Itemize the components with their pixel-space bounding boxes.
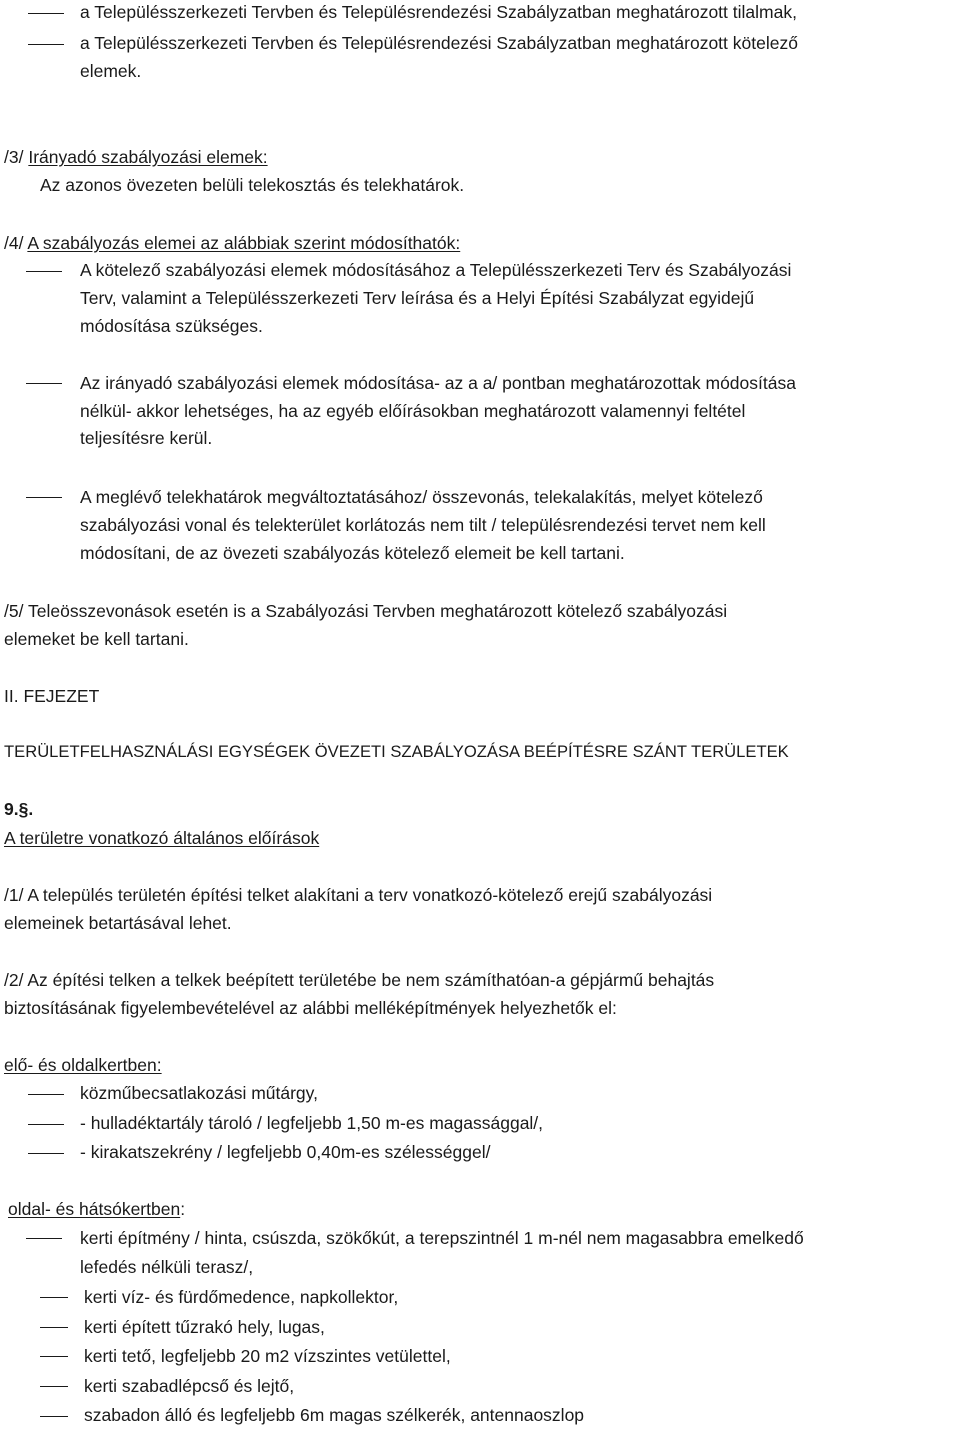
list-dash (40, 1297, 68, 1298)
list-item-continuation: lefedés nélküli terasz/, (80, 1257, 254, 1277)
list-dash (26, 1238, 62, 1239)
list-item-continuation: nélkül- akkor lehetséges, ha az egyéb előírásokban meghatározott valamennyi feltétel (80, 401, 746, 421)
section-3-heading (4, 145, 268, 169)
list-dash (28, 1124, 64, 1125)
list-item-continuation: Terv, valamint a Településszerkezeti Terv leírása és a Helyi Építési Szabályzat egyidejű (80, 288, 755, 308)
list-item: kerti víz- és fürdőmedence, napkollektor, (84, 1287, 399, 1307)
list-item-continuation: módosítása szükséges. (80, 316, 263, 336)
list-dash (26, 497, 62, 498)
back-garden-heading-text: oldal- és hátsókertben (8, 1199, 181, 1219)
list-dash (40, 1416, 68, 1417)
section-heading-text: Irányadó szabályozási elemek: (28, 147, 268, 167)
list-dash (28, 1153, 64, 1154)
section-5-text: elemeket be kell tartani. (4, 629, 189, 649)
list-dash (26, 271, 62, 272)
section-5-text: /5/ Teleösszevonások esetén is a Szabályozási Tervben meghatározott kötelező szabályozási (4, 601, 728, 621)
list-dash (28, 44, 64, 45)
list-item: kerti építmény / hinta, csúszda, szökőkút, a terepszintnél 1 m-nél nem magasabbra emelkedő (80, 1228, 804, 1248)
list-dash (40, 1327, 68, 1328)
list-item: közműbecsatlakozási műtárgy, (80, 1083, 318, 1103)
back-garden-heading (8, 1197, 185, 1221)
section-3-body: Az azonos övezeten belüli telekosztás és telekhatárok. (40, 175, 465, 195)
paragraph-title: A területre vonatkozó általános előírások (4, 828, 320, 848)
list-item-continuation: módosítani, de az övezeti szabályozás kötelező elemeit be kell tartani. (80, 543, 625, 563)
list-item: A meglévő telekhatárok megváltoztatásához/ összevonás, telekalakítás, melyet kötelező (80, 487, 763, 507)
section-heading-text: A szabályozás elemei az alábbiak szerint módosíthatók: (27, 233, 461, 253)
list-item: Az irányadó szabályozási elemek módosítása- az a a/ pontban meghatározottak módosítása (80, 373, 796, 393)
list-dash (40, 1356, 68, 1357)
list-item-continuation: elemek. (80, 61, 142, 81)
paragraph-text: elemeinek betartásával lehet. (4, 913, 232, 933)
chapter-number: II. FEJEZET (4, 686, 100, 706)
list-dash (40, 1386, 68, 1387)
paragraph-number: 9.§. (4, 799, 34, 819)
list-item-continuation: teljesítésre kerül. (80, 428, 213, 448)
list-item: a Településszerkezeti Tervben és Településrendezési Szabályzatban meghatározott tilalmak, (80, 2, 797, 22)
front-garden-heading: elő- és oldalkertben: (4, 1055, 162, 1075)
back-garden-heading-colon: : (180, 1199, 186, 1219)
chapter-title: TERÜLETFELHASZNÁLÁSI EGYSÉGEK ÖVEZETI SZABÁLYOZÁSA BEÉPÍTÉSRE SZÁNT TERÜLETEK (4, 742, 789, 761)
paragraph-text: /1/ A település területén építési telket alakítani a terv vonatkozó-kötelező erejű szabályozási (4, 885, 713, 905)
list-dash (26, 383, 62, 384)
list-item: a Településszerkezeti Tervben és Településrendezési Szabályzatban meghatározott kötelező (80, 33, 798, 53)
paragraph-text: biztosításának figyelembevételével az alábbi melléképítmények helyezhetők el: (4, 998, 617, 1018)
list-item: A kötelező szabályozási elemek módosításához a Településszerkezeti Terv és Szabályozási (80, 260, 792, 280)
section-4-heading (4, 231, 460, 255)
section-prefix: /4/ (4, 233, 28, 253)
list-item: kerti szabadlépcső és lejtő, (84, 1376, 295, 1396)
paragraph-text: /2/ Az építési telken a telkek beépített területébe be nem számíthatóan-a gépjármű behajtás (4, 970, 715, 990)
list-item: - kirakatszekrény / legfeljebb 0,40m-es szélességgel/ (80, 1142, 491, 1162)
section-prefix: /3/ (4, 147, 29, 167)
list-dash (28, 1094, 64, 1095)
list-item: kerti tető, legfeljebb 20 m2 vízszintes vetülettel, (84, 1346, 451, 1366)
list-item-continuation: szabályozási vonal és telekterület korlátozás nem tilt / településrendezési tervet nem kell (80, 515, 766, 535)
list-item: - hulladéktartály tároló / legfeljebb 1,50 m-es magassággal/, (80, 1113, 544, 1133)
list-item: szabadon álló és legfeljebb 6m magas szélkerék, antennaoszlop (84, 1405, 585, 1425)
list-item: kerti épített tűzrakó hely, lugas, (84, 1317, 325, 1337)
list-dash (28, 13, 64, 14)
